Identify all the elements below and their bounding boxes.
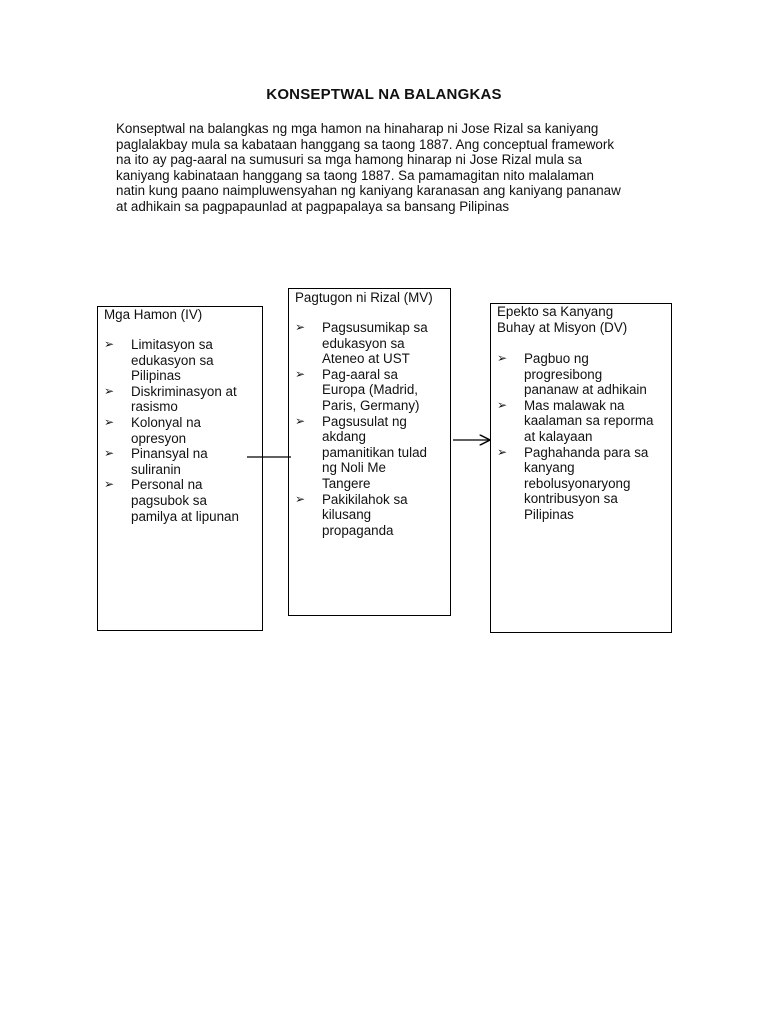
list-item-text: pamilya at lipunan bbox=[131, 508, 239, 524]
list-item-text: pagsubok sa bbox=[131, 492, 207, 508]
list-item-text: rebolusyonaryong bbox=[524, 475, 631, 491]
intro-line: Konseptwal na balangkas ng mga hamon na hinaharap ni Jose Rizal sa kaniyang bbox=[116, 121, 599, 136]
list-item-text: Personal na bbox=[131, 477, 203, 493]
list-item-text: propaganda bbox=[322, 522, 394, 538]
intro-line: paglalakbay mula sa kabataan hanggang sa taong 1887. Ang conceptual framework bbox=[116, 136, 615, 152]
list-item-text: Ateneo at UST bbox=[322, 351, 410, 367]
list-item-text: Paris, Germany) bbox=[322, 397, 420, 413]
arrow-bullet-icon: ➢ bbox=[295, 320, 306, 334]
list-item-text: ng Noli Me bbox=[322, 460, 387, 476]
list-item-text: Mas malawak na bbox=[524, 397, 625, 413]
list-item-text: Pagsusumikap sa bbox=[322, 320, 428, 335]
list-item-text: suliranin bbox=[131, 461, 181, 477]
list-item-text: Pinansyal na bbox=[131, 446, 208, 462]
intro-line: kaniyang kabinataan hanggang sa taong 1887. Sa pamamagitan nito malalaman bbox=[116, 167, 594, 183]
list-item-text: at kalayaan bbox=[524, 428, 593, 444]
list-item-text: pamanitikan tulad bbox=[322, 444, 427, 460]
intro-line: natin kung paano naimpluwensyahan ng kaniyang karanasan ang kaniyang pananaw bbox=[116, 183, 621, 199]
arrow-bullet-icon: ➢ bbox=[497, 444, 508, 459]
intro-line: na ito ay pag-aaral na sumusuri sa mga hamong hinarap ni Jose Rizal mula sa bbox=[116, 152, 582, 168]
page-title: KONSEPTWAL NA BALANGKAS bbox=[266, 86, 502, 103]
list-item-text: Pilipinas bbox=[524, 506, 574, 522]
arrow-bullet-icon: ➢ bbox=[295, 413, 306, 428]
list-item-text: akdang bbox=[322, 429, 366, 445]
intro-line: at adhikain sa pagpapaunlad at pagpapalaya sa bansang Pilipinas bbox=[116, 198, 510, 214]
arrow-bullet-icon: ➢ bbox=[497, 351, 508, 365]
list-item-text: Pagbuo ng bbox=[524, 351, 589, 366]
list-item-text: Pakikilahok sa bbox=[322, 491, 408, 507]
list-item-text: Paghahanda para sa bbox=[524, 444, 649, 460]
list-item-text: edukasyon sa bbox=[322, 335, 405, 351]
box-title-line: Epekto sa Kanyang bbox=[497, 304, 614, 319]
list-item-text: kanyang bbox=[524, 460, 575, 476]
arrow-bullet-icon: ➢ bbox=[295, 491, 306, 506]
list-item-text: progresibong bbox=[524, 366, 603, 382]
list-item-text: Pag-aaral sa bbox=[322, 366, 398, 382]
arrow-bullet-icon: ➢ bbox=[104, 477, 115, 492]
list-item-text: pananaw at adhikain bbox=[524, 382, 647, 398]
arrow-bullet-icon: ➢ bbox=[104, 414, 115, 429]
list-item-text: Europa (Madrid, bbox=[322, 382, 419, 398]
box-title-line: Mga Hamon (IV) bbox=[104, 307, 203, 322]
arrow-bullet-icon: ➢ bbox=[497, 397, 508, 412]
list-item-text: Limitasyon sa bbox=[131, 337, 213, 352]
box-title-line: Buhay at Misyon (DV) bbox=[497, 319, 628, 335]
list-item-text: Pilipinas bbox=[131, 368, 181, 384]
list-item-text: kaalaman sa reporma bbox=[524, 413, 654, 429]
box-title-line: Pagtugon ni Rizal (MV) bbox=[295, 290, 433, 305]
arrow-bullet-icon: ➢ bbox=[295, 366, 306, 381]
list-item-text: Pagsusulat ng bbox=[322, 413, 407, 429]
list-item-text: kontribusyon sa bbox=[524, 491, 618, 507]
arrow-bullet-icon: ➢ bbox=[104, 446, 115, 461]
arrow-bullet-icon: ➢ bbox=[104, 383, 115, 398]
list-item-text: opresyon bbox=[131, 430, 187, 446]
list-item-text: kilusang bbox=[322, 507, 372, 523]
arrow-bullet-icon: ➢ bbox=[104, 337, 115, 351]
list-item-text: Tangere bbox=[322, 475, 371, 491]
list-item-text: rasismo bbox=[131, 399, 178, 415]
list-item-text: Diskriminasyon at bbox=[131, 383, 237, 399]
list-item-text: Kolonyal na bbox=[131, 414, 201, 430]
list-item-text: edukasyon sa bbox=[131, 352, 214, 368]
